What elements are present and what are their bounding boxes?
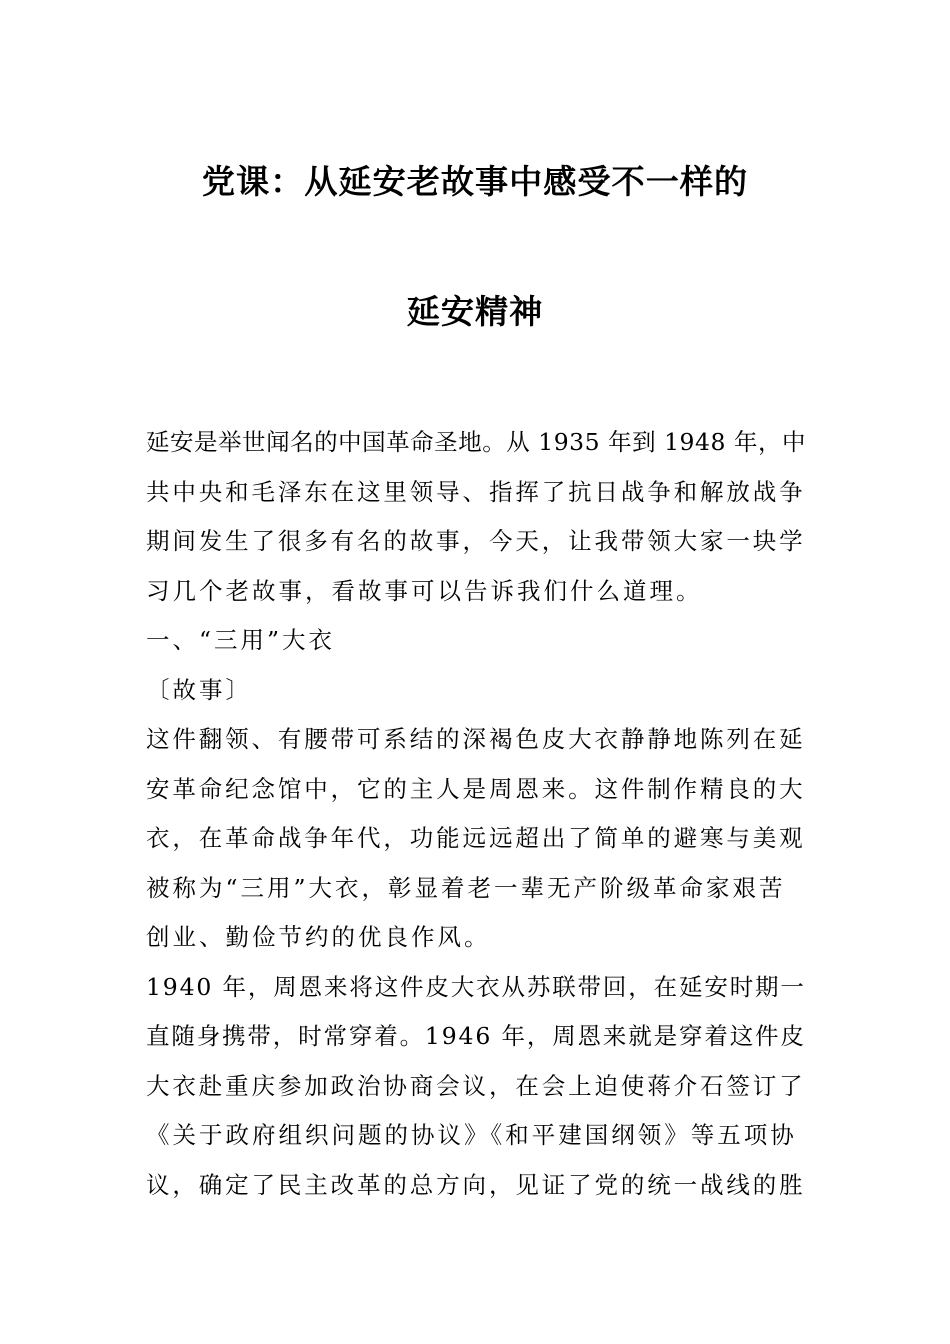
document-title-line-2: 延安精神 (406, 292, 544, 331)
section-label: 〔故事〕 (146, 675, 252, 704)
paragraph-1-line: 期间发生了很多有名的故事，今天，让我带领大家一块学 (146, 527, 806, 555)
paragraph-3-line: 议，确定了民主改革的总方向，见证了党的统一战线的胜 (146, 1170, 806, 1199)
paragraph-2-line: 衣，在革命战争年代，功能远远超出了简单的避寒与美观 (146, 824, 806, 852)
paragraph-1-line: 习几个老故事，看故事可以告诉我们什么道理。 (146, 576, 703, 605)
paragraph-2-line: 安革命纪念馆中，它的主人是周恩来。这件制作精良的大 (146, 774, 806, 803)
paragraph-1-line: 延安是举世闻名的中国革命圣地。从 1935 年到 1948 年，中 (146, 428, 806, 456)
paragraph-3-line: 大衣赴重庆参加政治协商会议，在会上迫使蒋介石签订了 (146, 1071, 806, 1100)
paragraph-2-line: 这件翻领、有腰带可系结的深褐色皮大衣静静地陈列在延 (146, 725, 806, 753)
paragraph-1-line: 共中央和毛泽东在这里领导、指挥了抗日战争和解放战争 (146, 477, 806, 506)
paragraph-3-line: 《关于政府组织问题的协议》《和平建国纲领》等五项协 (146, 1121, 797, 1149)
paragraph-2-line: 创业、勤俭节约的优良作风。 (146, 923, 491, 951)
document-title-line-1: 党课：从延安老故事中感受不一样的 (201, 162, 749, 201)
paragraph-3-line: 直随身携带，时常穿着。1946 年，周恩来就是穿着这件皮 (146, 1022, 806, 1050)
paragraph-3-line: 1940 年，周恩来将这件皮大衣从苏联带回，在延安时期一 (146, 972, 806, 1001)
paragraph-2-line: 被称为“三用”大衣，彰显着老一辈无产阶级革命家艰苦 (146, 873, 786, 902)
section-heading: 一、“三用”大衣 (146, 626, 336, 654)
